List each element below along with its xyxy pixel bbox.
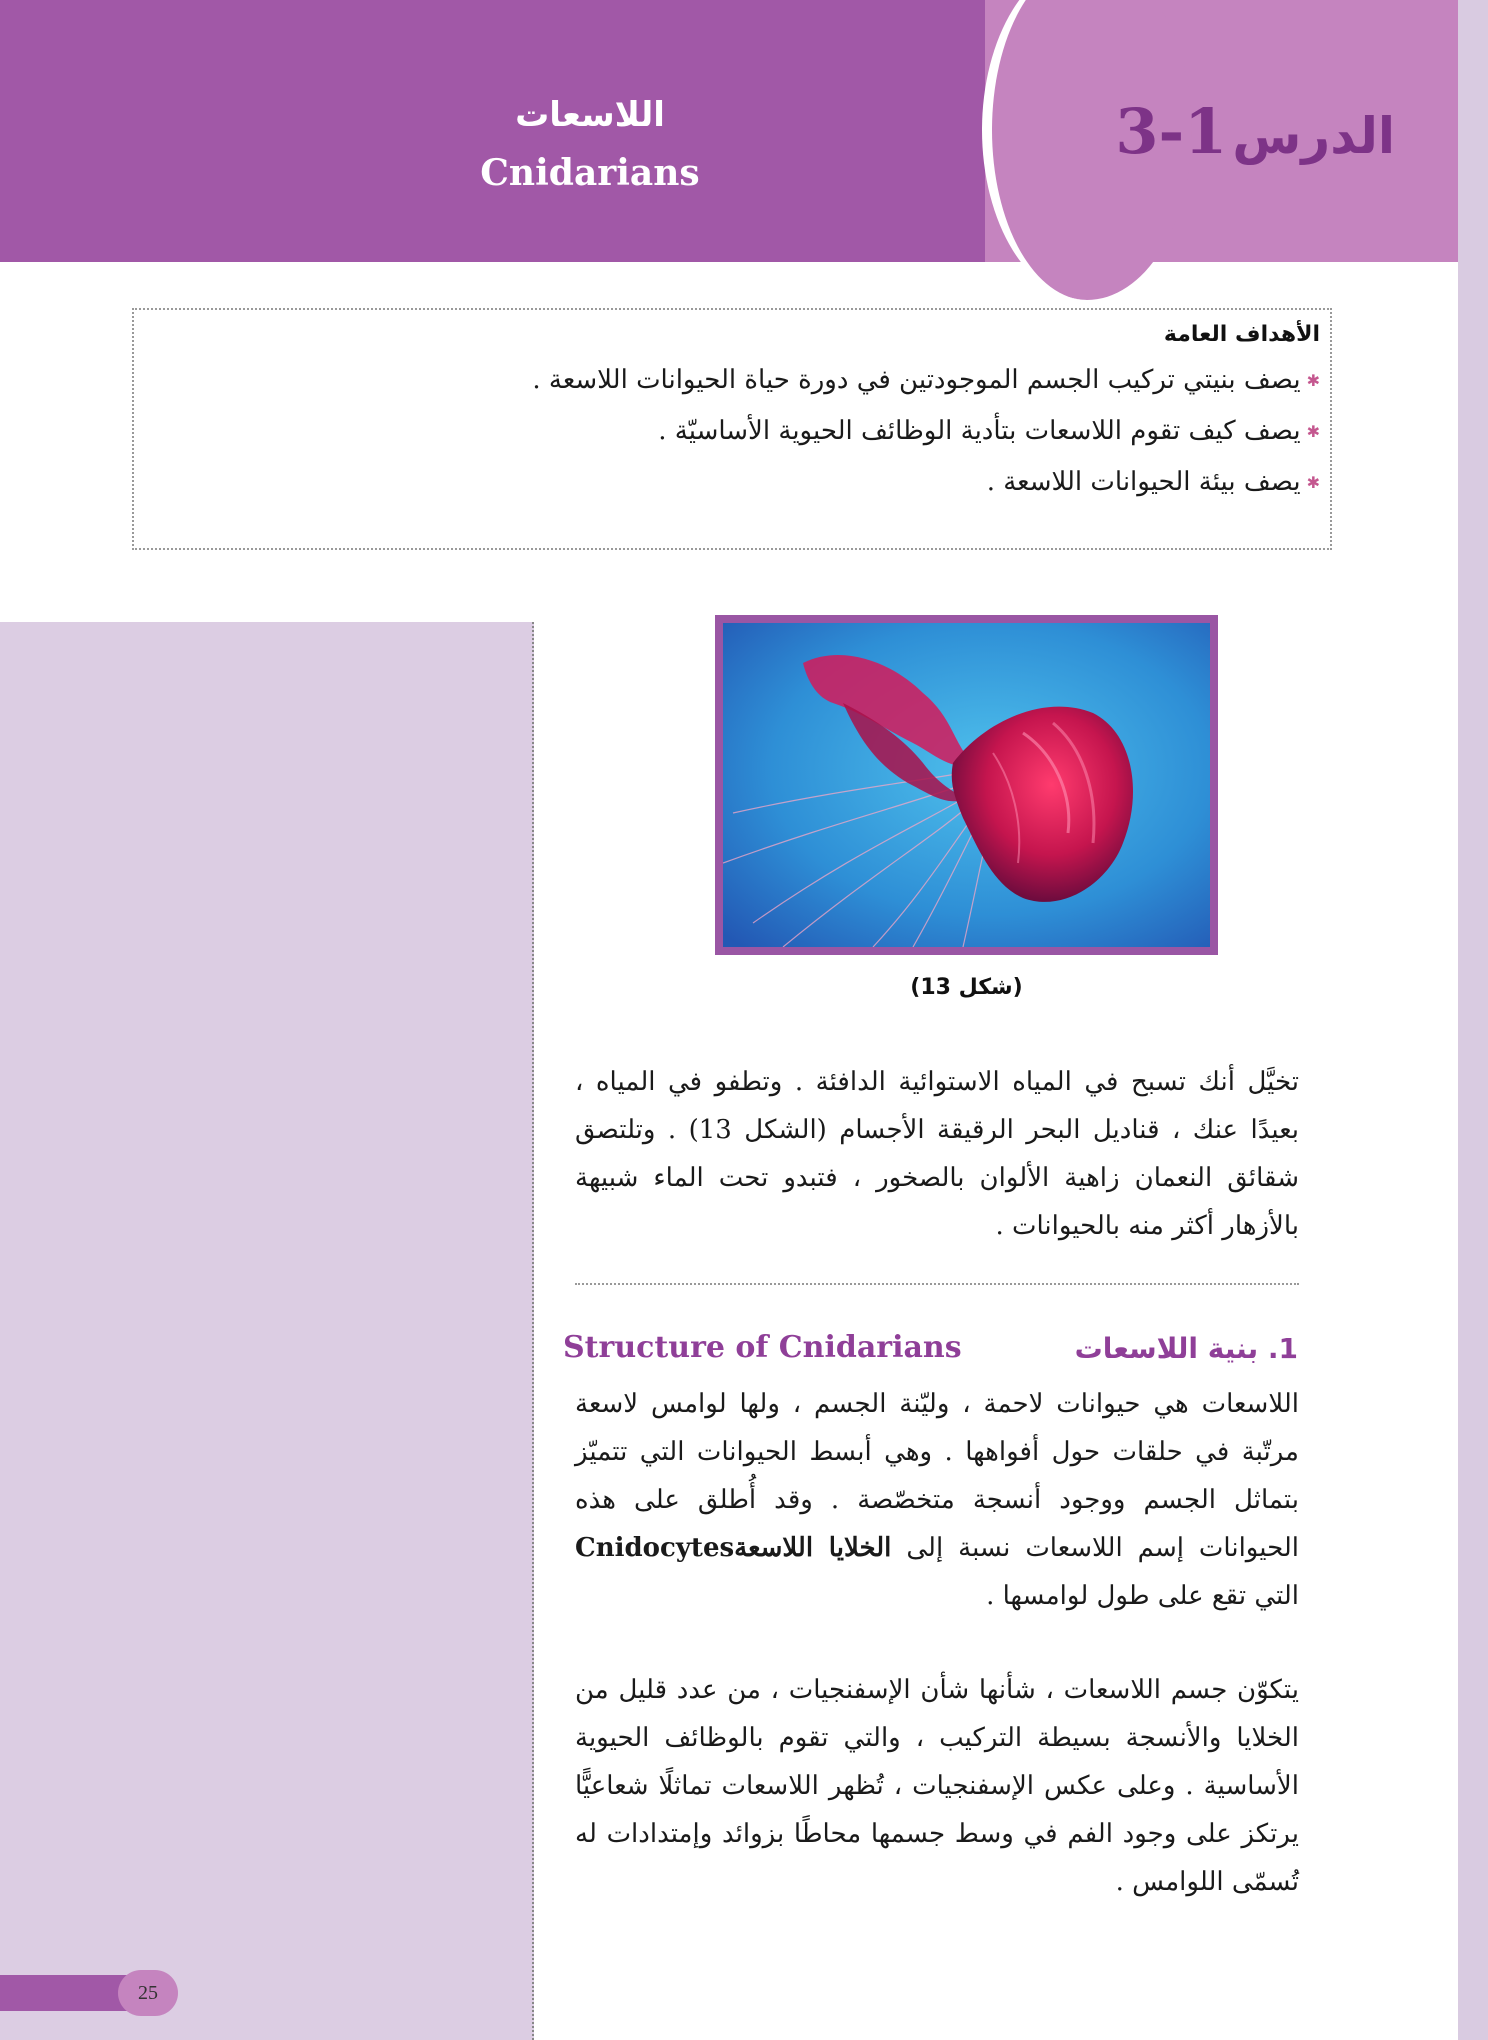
body-paragraph-1: اللاسعات هي حيوانات لاحمة ، وليّنة الجسم ، ولها لوامس لاسعة مرتّبة في حلقات حول أفواهها . وهي أبسط الحيوانات التي تتميّز بتماثل الجسم ووجود أنسجة متخصّصة . وقد أُطلق على هذه الحيوانات إسم اللاسعات نسبة إلى الخلايا اللاسعةCnidocytes التي تقع على طول لوامسها . xyxy=(575,1389,1299,1611)
bullet-icon: ✱ xyxy=(1306,371,1320,390)
objective-item: ✱يصف كيف تقوم اللاسعات بتأدية الوظائف الحيوية الأساسيّة . xyxy=(658,416,1320,446)
objective-item: ✱يصف بنيتي تركيب الجسم الموجودتين في دورة حياة الحيوانات اللاسعة . xyxy=(532,365,1320,395)
intro-paragraph: تخيَّل أنك تسبح في المياه الاستوائية الدافئة . وتطفو في المياه ، بعيدًا عنك ، قناديل البحر الرقيقة الأجسام (الشكل 13) . وتلتصق شقائق النعمان زاهية الألوان بالصخور ، فتبدو تحت الماء شبيهة بالأزهار أكثر منه بالحيوانات . xyxy=(575,1067,1299,1241)
left-margin-panel xyxy=(0,622,534,2040)
lesson-label xyxy=(1105,95,1395,168)
bullet-icon: ✱ xyxy=(1306,422,1320,441)
lesson-number: 3-1 xyxy=(1115,95,1228,168)
jellyfish-photo xyxy=(723,623,1210,947)
objectives-title: الأهداف العامة xyxy=(1163,322,1320,347)
cnidocytes-term-english: Cnidocytes xyxy=(575,1533,735,1563)
lesson-title-english: Cnidarians xyxy=(480,152,700,194)
cnidocytes-term-arabic: الخلايا اللاسعة xyxy=(734,1533,892,1563)
right-margin-stripe xyxy=(1458,0,1488,2040)
section-divider xyxy=(575,1283,1299,1285)
lesson-word: الدرس xyxy=(1232,107,1395,165)
section-heading-arabic: 1. بنية اللاسعات xyxy=(1074,1332,1298,1365)
objectives-box xyxy=(132,308,1332,550)
body-paragraph-2: يتكوّن جسم اللاسعات ، شأنها شأن الإسفنجيات ، من عدد قليل من الخلايا والأنسجة بسيطة التركيب ، والتي تقوم بالوظائف الحيوية الأساسية . وعلى عكس الإسفنجيات ، تُظهر اللاسعات تماثلًا شعاعيًّا يرتكز على وجود الفم في وسط جسمها محاطًا بزوائد وإمتدادات له تُسمّى اللوامس . xyxy=(575,1675,1299,1897)
lesson-title-arabic: اللاسعات xyxy=(515,95,665,135)
section-heading-english: Structure of Cnidarians xyxy=(563,1330,962,1365)
bullet-icon: ✱ xyxy=(1306,473,1320,492)
objective-item: ✱يصف بيئة الحيوانات اللاسعة . xyxy=(986,467,1320,497)
jellyfish-figure xyxy=(715,615,1218,955)
figure-caption: (شكل 13) xyxy=(910,975,1023,1000)
page-number: 25 xyxy=(118,1970,178,2016)
page-number-bar xyxy=(0,1975,130,2011)
